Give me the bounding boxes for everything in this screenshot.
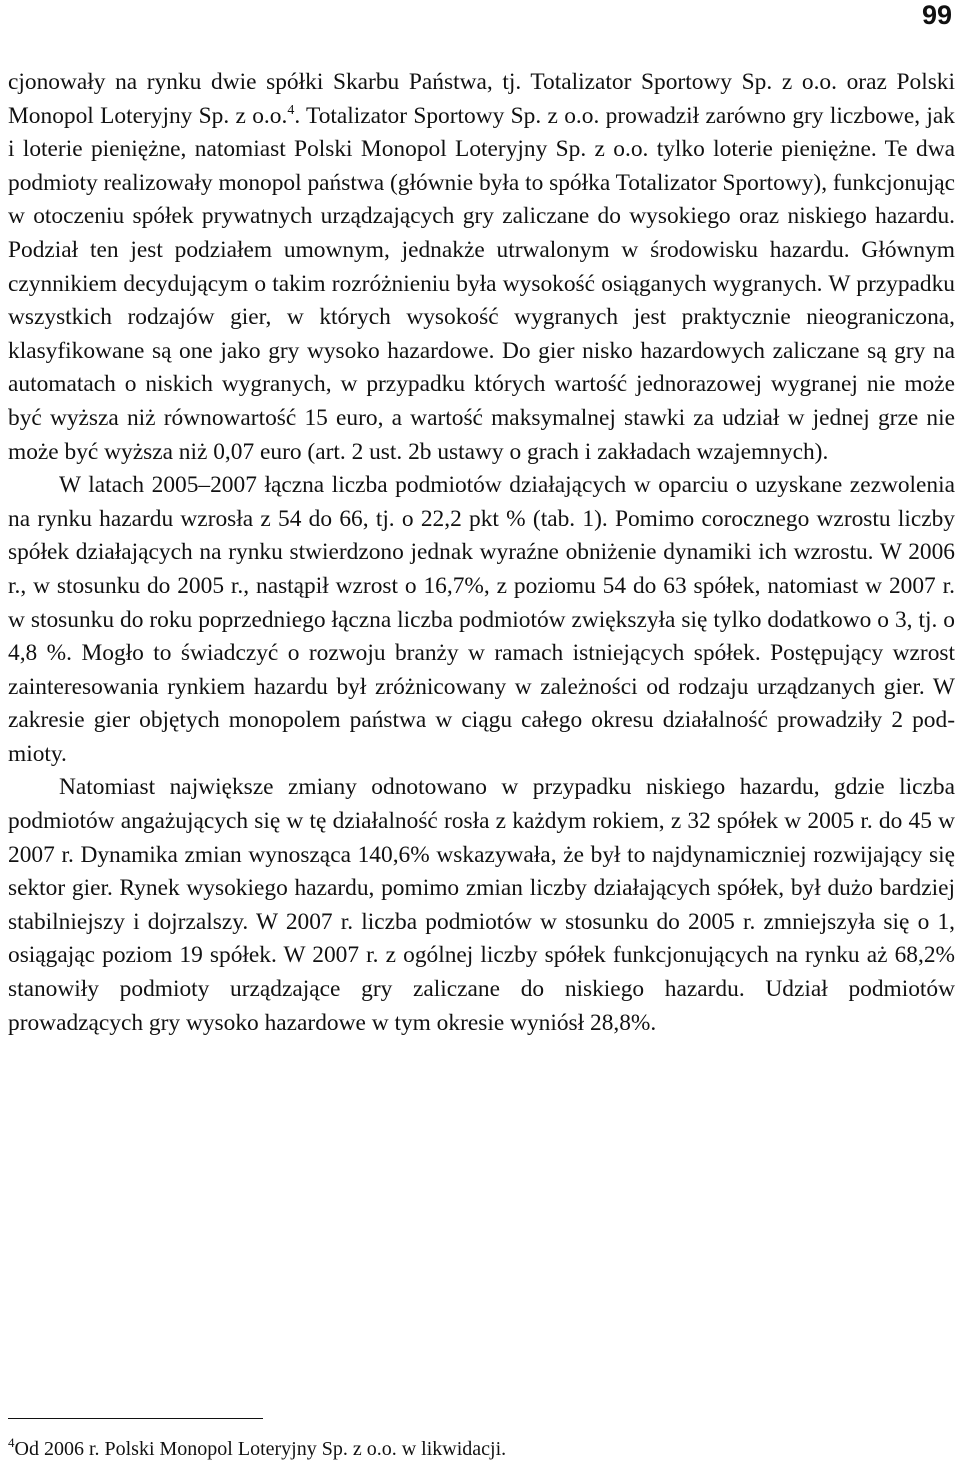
- paragraph-1: [8, 66, 955, 469]
- paragraph-3: Natomiast największe zmiany odnotowano w przypadku niskiego hazardu, gdzie liczba podmiotów angażujących się w tę działalność rosła z każdym rokiem, z 32 spółek w 2005 r. do 45 w 2007 r. Dynamika zmian wynosząca 140,6% wskazywała, że był to najdynamiczniej rozwijający się sektor gier. Rynek wysokiego hazardu, pomimo zmian liczby działających spółek, był dużo bardziej stabilniejszy i dojrzalszy. W 2007 r. liczba podmiotów w stosunku do 2005 r. zmniejszyła się o 1, osiągając poziom 19 spółek. W 2007 r. z ogólnej liczby spółek funkcjonujących na rynku aż 68,2% stanowiły podmioty urządzające gry zaliczane do niskiego hazardu. Udział podmiotów prowadzących gry wysoko hazardowe w tym okresie wyniósł 28,8%.: [8, 774, 955, 1036]
- page-number: 99: [921, 0, 952, 30]
- footnote: [8, 1436, 948, 1462]
- paragraph-2: W latach 2005–2007 łączna liczba podmiotów działających w oparciu o uzyskane zezwolenia na rynku hazardu wzrosła z 54 do 66, tj. o 22,2 pkt % (tab. 1). Pomimo corocznego wzrostu liczby spółek działających na rynku stwierdzono jednak wyraźne obniżenie dynamiki ich wzrostu. W 2006 r., w stosunku do 2005 r., nastąpił wzrost o 16,7%, z poziomu 54 do 63 spółek, natomiast w 2007 r. w stosunku do roku poprzedniego łączna liczba podmiotów zwiększyła się tylko dodatkowo o 3, tj. o 4,8 %. Mogło to świadczyć o rozwoju branży w ramach istniejących spółek. Postępujący wzrost zainteresowania rynkiem hazardu był zróżnicowany w zależności od rodzaju urządzanych gier. W zakresie gier objętych monopolem państwa w ciągu całego okresu działalność prowadziły 2 podmioty.: [8, 472, 955, 767]
- body-text: [8, 66, 955, 1040]
- footnote-marker: 4: [8, 1435, 15, 1450]
- footnote-reference: 4: [287, 102, 295, 118]
- paragraph-1-text-start: cjonowały na rynku dwie spółki Skarbu Państwa, tj. Totalizator Sportowy Sp. z o.o. oraz Polski Monopol Loteryjny Sp. z o.o.: [8, 69, 955, 129]
- paragraph-1-text-end: . Totalizator Sportowy Sp. z o.o. prowadził zarówno gry liczbowe, jak i loterie pieniężne, natomiast Polski Monopol Loteryjny Sp. z o.o. tylko loterie pieniężne. Te dwa podmioty realizowały monopol państwa (głównie była to spółka Totalizator Sportowy), funkcjonując w otoczeniu spółek prywatnych urządzających gry zaliczane do wysokiego oraz niskiego hazardu. Podział ten jest podziałem umownym, jednakże utrwalonym w środowisku hazardu. Głównym czynnikiem decydującym o takim rozróżnieniu była wysokość osiąganych wygranych. W przypadku wszystkich rodzajów gier, w których wysokość wygranych jest praktycznie nieograniczona, klasyfikowane są one jako gry wysoko hazardowe. Do gier nisko hazardowych zaliczane są gry na automatach o niskich wygranych, w przypadku których wartość jednorazowej wygranej nie może być wyższa niż równowartość 15 euro, a wartość maksymalnej stawki za udział w jednej grze nie może być wyższa niż 0,07 euro (art. 2 ust. 2b ustawy o grach i zakładach wzajemnych).: [8, 102, 955, 465]
- footnote-text: Od 2006 r. Polski Monopol Loteryjny Sp. z o.o. w likwidacji.: [14, 1438, 507, 1460]
- footnote-separator: [8, 1418, 263, 1419]
